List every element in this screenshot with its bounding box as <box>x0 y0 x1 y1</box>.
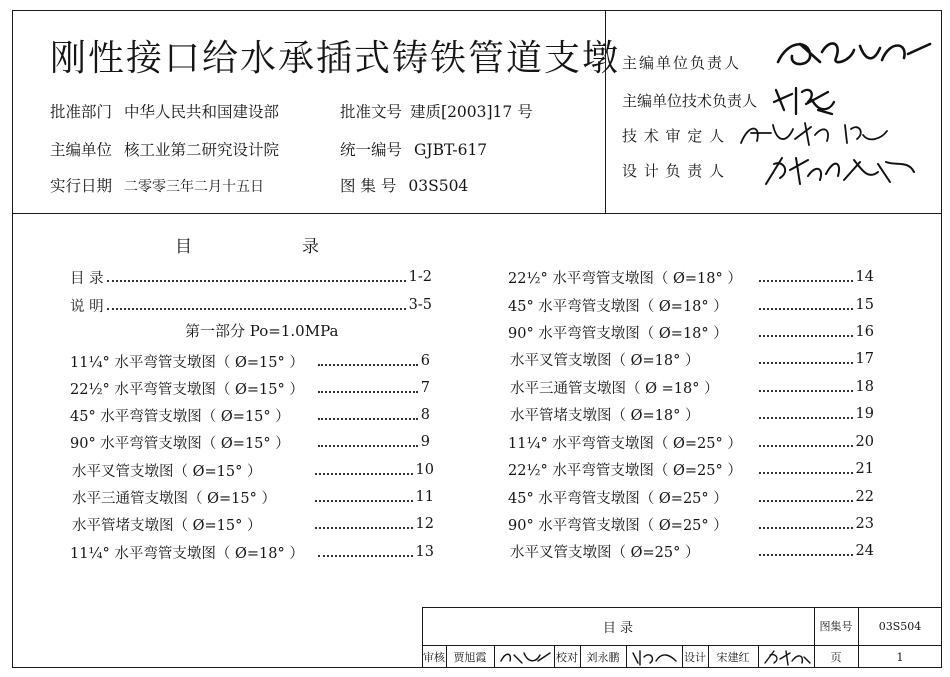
toc-item-title: 45° 水平弯管支墩图（ Ø=15° ） <box>70 408 290 425</box>
toc-item[interactable] <box>508 486 874 508</box>
toc-item[interactable] <box>508 294 874 316</box>
toc-leader <box>318 445 418 447</box>
toc-item-page: 17 <box>855 351 874 367</box>
toc-item-page: 16 <box>855 324 874 340</box>
toc-item-page: 22 <box>855 489 874 505</box>
reviewer-name: 贾旭霞 <box>453 651 487 664</box>
atlas-no-value: 03S504 <box>408 177 469 195</box>
toc-item-page: 8 <box>420 407 430 423</box>
toc-leader <box>759 308 853 310</box>
page-value: 1 <box>896 650 904 664</box>
toc-item-title: 水平管堵支墩图（ Ø=15° ） <box>72 517 262 534</box>
toc-item-page: 12 <box>415 516 434 532</box>
check-label: 校对 <box>556 651 578 664</box>
toc-leader <box>759 527 853 529</box>
toc-item-title: 水平叉管支墩图（ Ø=15° ） <box>72 463 262 480</box>
toc-item-title: 11¼° 水平弯管支墩图（ Ø=18° ） <box>70 545 304 562</box>
toc-item-title: 11¼° 水平弯管支墩图（ Ø=25° ） <box>508 435 742 452</box>
signature-unit-head <box>770 32 935 74</box>
toc-item-title: 11¼° 水平弯管支墩图（ Ø=15° ） <box>70 354 304 371</box>
toc-item[interactable] <box>70 541 434 563</box>
toc-leader <box>315 473 413 475</box>
toc-item[interactable] <box>72 486 434 508</box>
toc-item-title: 水平管堵支墩图（ Ø=18° ） <box>510 407 700 424</box>
sheet-title: 目 录 <box>602 620 634 636</box>
toc-item-title: 90° 水平弯管支墩图（ Ø=15° ） <box>70 435 290 452</box>
document-title: 刚性接口给水承插式铸铁管道支墩 <box>50 38 621 79</box>
toc-leader <box>759 280 853 282</box>
toc-item-title: 90° 水平弯管支墩图（ Ø=25° ） <box>508 517 728 534</box>
toc-leader <box>759 445 853 447</box>
editor-line <box>50 138 279 160</box>
toc-item-page: 24 <box>855 543 874 559</box>
checker-signature <box>630 647 680 667</box>
toc-item-page: 10 <box>415 462 434 478</box>
toc-item[interactable] <box>70 294 432 316</box>
toc-item[interactable] <box>508 321 874 343</box>
toc-leader <box>759 417 853 419</box>
toc-item-title: 22½° 水平弯管支墩图（ Ø=25° ） <box>508 462 742 479</box>
toc-item[interactable] <box>70 431 430 453</box>
toc-item-page: 3-5 <box>408 297 432 313</box>
toc-leader <box>318 391 418 393</box>
toc-leader <box>318 555 413 557</box>
toc-item-page: 19 <box>855 406 874 422</box>
editor-label: 主编单位 <box>50 141 113 159</box>
toc-leader <box>315 500 413 502</box>
approval-doc-value: 建质[2003]17 号 <box>410 103 533 121</box>
toc-item[interactable] <box>510 403 874 425</box>
toc-item-page: 20 <box>855 434 874 450</box>
toc-leader <box>107 280 406 282</box>
effective-line <box>50 174 264 196</box>
page-label: 页 <box>830 651 842 664</box>
toc-leader <box>315 527 413 529</box>
toc-leader <box>759 554 853 556</box>
designer-name: 宋建红 <box>716 651 750 664</box>
approval-doc-line <box>340 100 533 122</box>
toc-item-page: 9 <box>420 434 430 450</box>
header-divider <box>12 213 942 214</box>
editor-value: 核工业第二研究设计院 <box>124 141 280 159</box>
signature-tech-reviewer <box>735 115 895 150</box>
toc-item-page: 18 <box>855 379 874 395</box>
toc-item-page: 23 <box>855 516 874 532</box>
toc-item-title: 水平三通管支墩图（ Ø=15° ） <box>72 490 276 507</box>
toc-item-page: 6 <box>420 353 430 369</box>
toc-item-page: 1-2 <box>408 269 432 285</box>
toc-leader <box>759 362 853 364</box>
toc-leader <box>759 500 853 502</box>
toc-item[interactable] <box>72 459 434 481</box>
atlas-no-label: 图 集 号 <box>340 177 397 195</box>
toc-item-title: 目 录 <box>70 270 104 287</box>
toc-item-page: 13 <box>415 544 434 560</box>
toc-item-page: 21 <box>855 461 874 477</box>
toc-item-title: 水平叉管支墩图（ Ø=25° ） <box>510 544 700 561</box>
toc-leader <box>107 308 406 310</box>
toc-leader <box>759 390 853 392</box>
resp-tech-head: 主编单位技术负责人 <box>622 92 758 110</box>
toc-item-page: 14 <box>855 269 874 285</box>
toc-item-title: 水平叉管支墩图（ Ø=18° ） <box>510 352 700 369</box>
toc-item[interactable] <box>508 431 874 453</box>
toc-item[interactable] <box>508 513 874 535</box>
toc-heading-left: 目 <box>175 237 192 257</box>
toc-item[interactable] <box>510 348 874 370</box>
signature-tech-head <box>770 80 840 120</box>
resp-tech-reviewer: 技 术 审 定 人 <box>622 127 726 145</box>
atlas-no-line <box>340 174 468 196</box>
resp-editor-unit-head: 主编单位负责人 <box>622 54 742 72</box>
effective-label: 实行日期 <box>50 177 113 195</box>
toc-item-title: 22½° 水平弯管支墩图（ Ø=15° ） <box>70 381 304 398</box>
toc-item[interactable] <box>70 377 430 399</box>
toc-item-title: 45° 水平弯管支墩图（ Ø=25° ） <box>508 490 728 507</box>
toc-item-page: 11 <box>415 489 434 505</box>
toc-item-title: 说 明 <box>70 298 104 315</box>
atlas-no-value-cell: 03S504 <box>878 619 922 633</box>
signature-design-head <box>760 150 920 192</box>
toc-item[interactable] <box>70 350 430 372</box>
toc-item[interactable] <box>510 540 874 562</box>
approval-dept-value: 中华人民共和国建设部 <box>124 103 280 121</box>
toc-item[interactable] <box>70 404 430 426</box>
toc-heading-right: 录 <box>302 237 319 257</box>
unified-no-label: 统一编号 <box>340 141 403 159</box>
effective-value: 二零零三年二月十五日 <box>124 179 265 195</box>
unified-no-line <box>340 138 487 160</box>
checker-name: 刘永鹏 <box>586 651 620 664</box>
toc-leader <box>318 364 418 366</box>
toc-item-page: 7 <box>420 380 430 396</box>
unified-no-value: GJBT-617 <box>414 141 488 159</box>
reviewer-signature <box>498 647 552 667</box>
toc-item-title: 45° 水平弯管支墩图（ Ø=18° ） <box>508 298 728 315</box>
toc-item-title: 22½° 水平弯管支墩图（ Ø=18° ） <box>508 270 742 287</box>
toc-item[interactable] <box>70 266 432 288</box>
toc-leader <box>759 472 853 474</box>
toc-item-title: 90° 水平弯管支墩图（ Ø=18° ） <box>508 325 728 342</box>
designer-signature <box>762 647 812 667</box>
toc-item[interactable] <box>508 458 874 480</box>
toc-leader <box>759 335 853 337</box>
resp-design-head: 设 计 负 责 人 <box>622 162 726 180</box>
approval-dept-label: 批准部门 <box>50 103 113 121</box>
approval-doc-label: 批准文号 <box>340 103 403 121</box>
design-label: 设计 <box>684 651 706 664</box>
atlas-no-label-cell: 图集号 <box>819 620 853 633</box>
toc-section-heading: 第一部分 Po=1.0MPa <box>185 322 339 340</box>
toc-item-title: 水平三通管支墩图（ Ø =18° ） <box>510 380 719 397</box>
review-label: 审核 <box>423 651 445 664</box>
toc-item[interactable] <box>510 376 874 398</box>
toc-item-page: 15 <box>855 297 874 313</box>
toc-leader <box>318 418 418 420</box>
approval-dept-line <box>50 100 279 122</box>
toc-item[interactable] <box>72 513 434 535</box>
toc-item[interactable] <box>508 266 874 288</box>
